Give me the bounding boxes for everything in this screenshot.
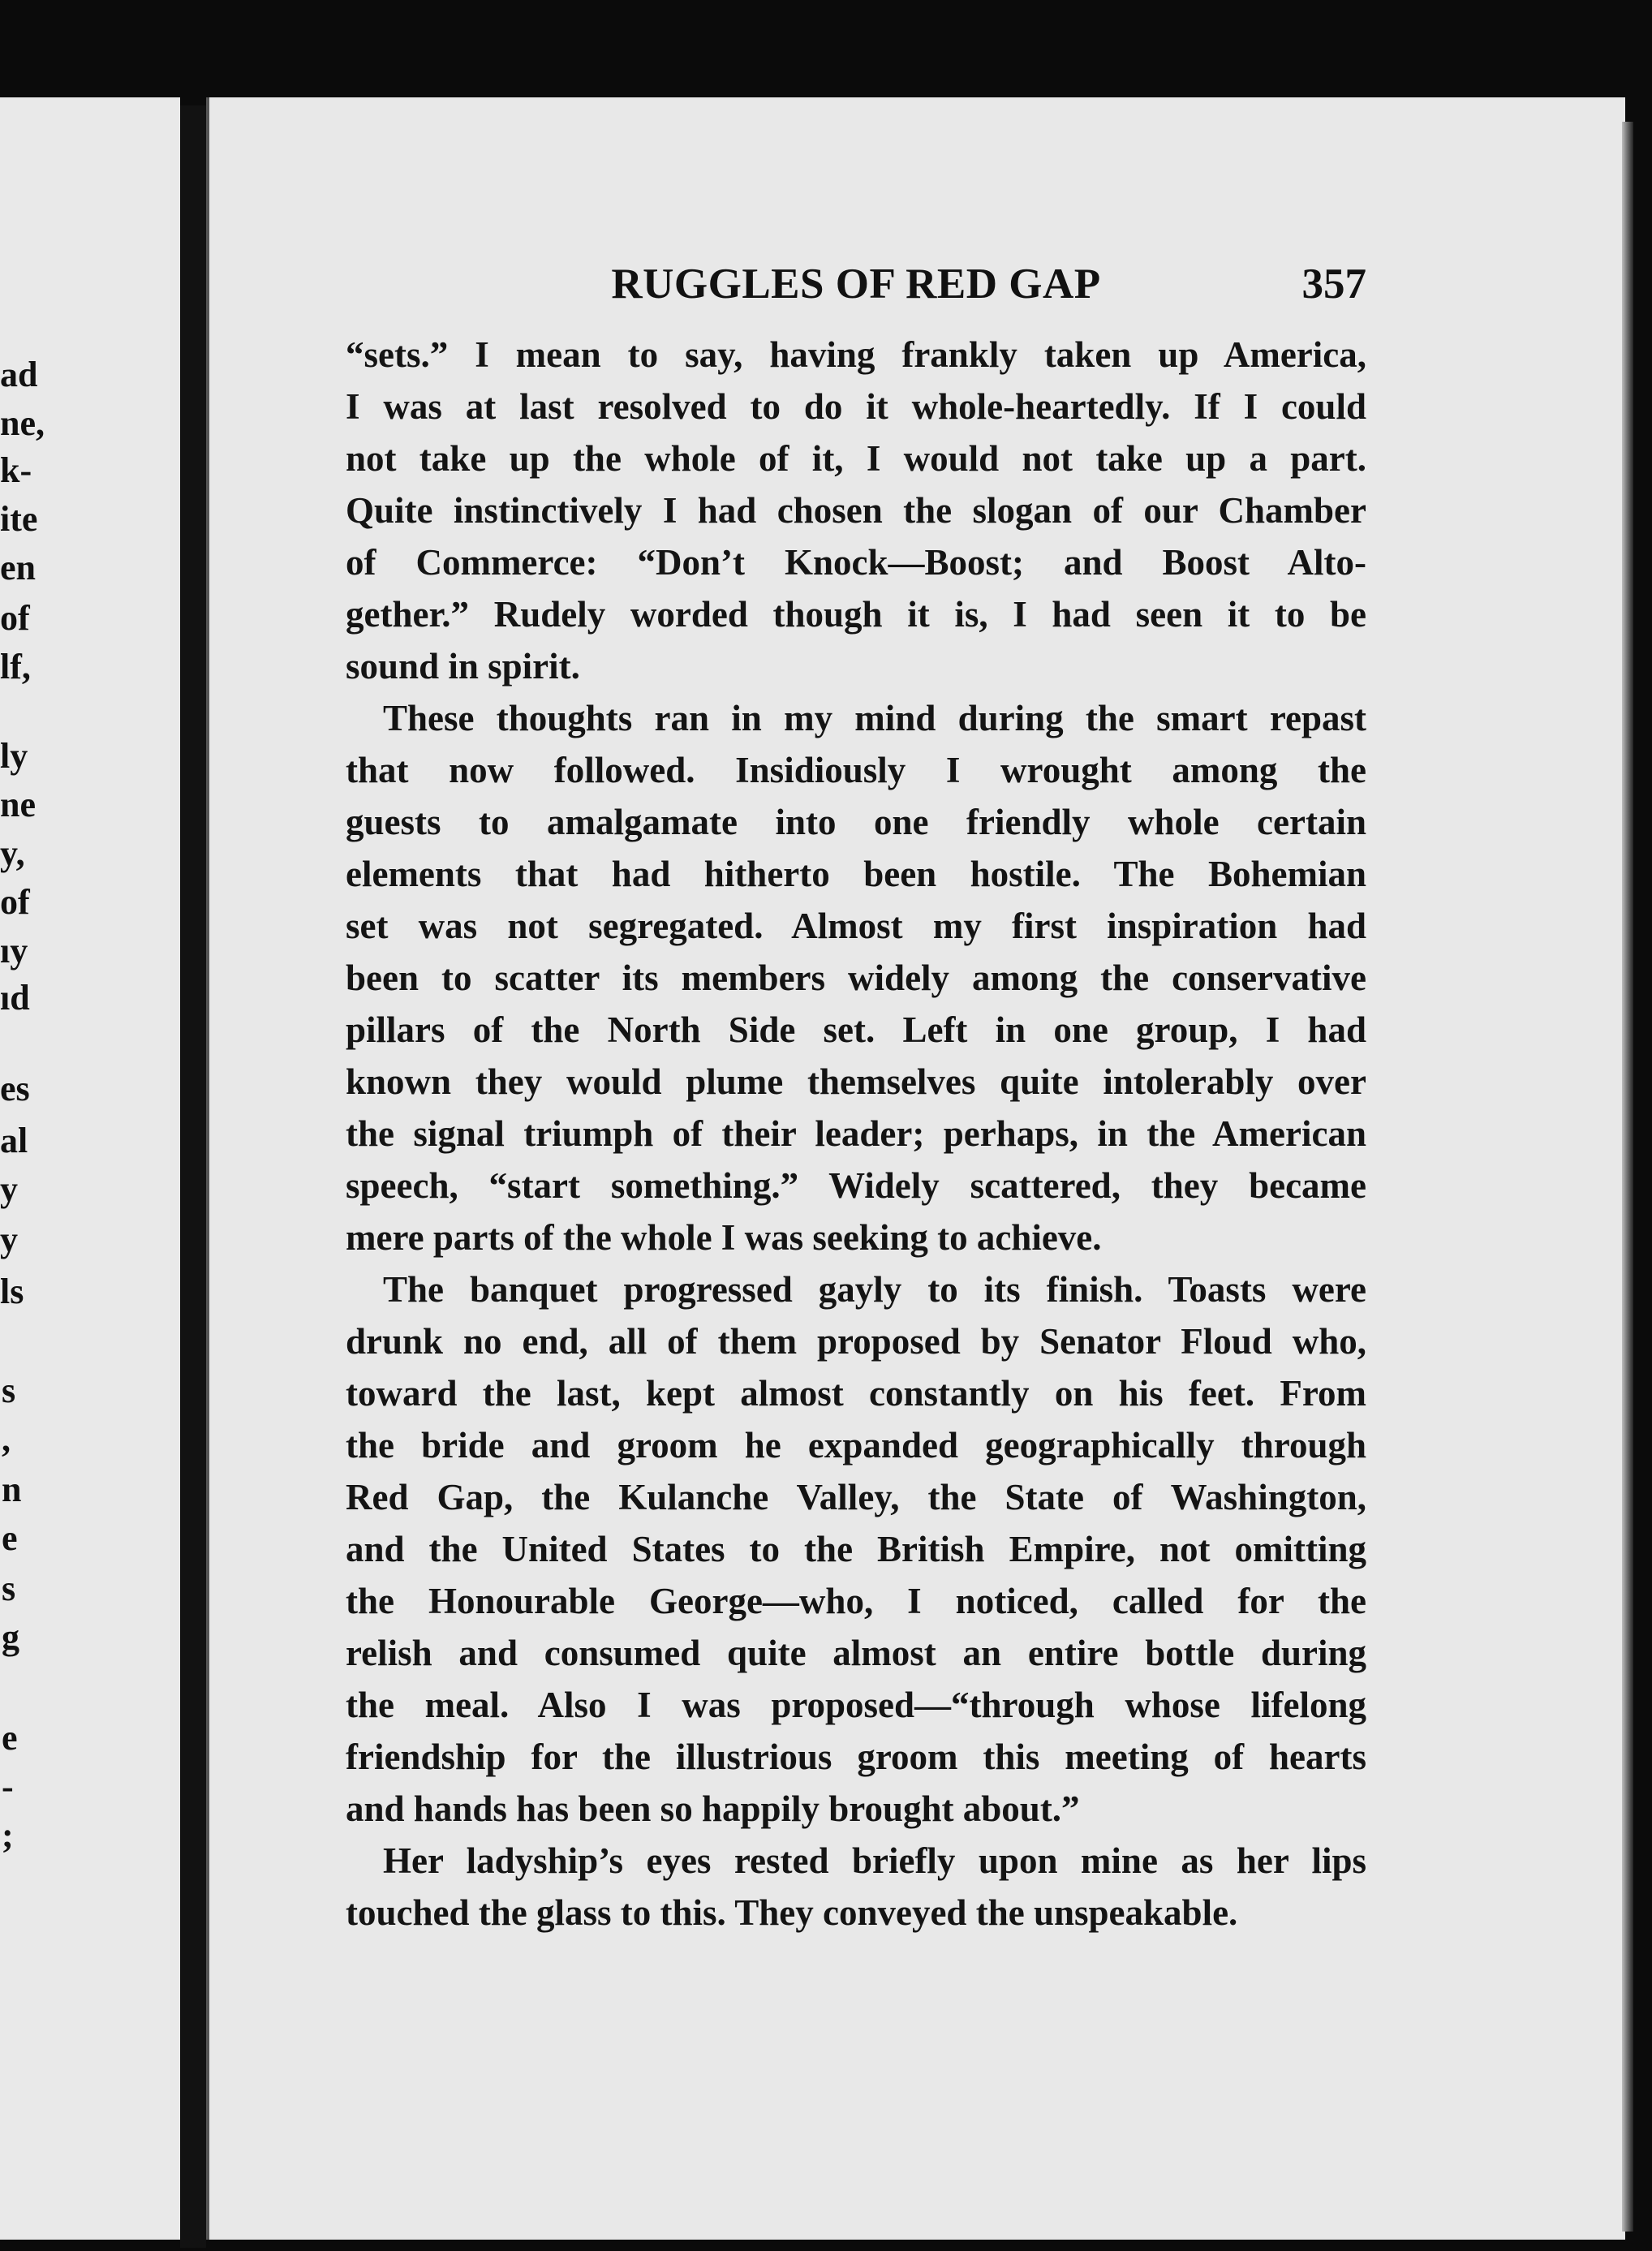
text-line: set was not segregated. Almost my first inspiration had [346,906,1366,946]
text-line: the Honourable George—who, I noticed, called for the [346,1581,1366,1621]
facing-page-fragment: of [0,598,30,638]
page-header [346,260,1366,316]
text-line: guests to amalgamate into one friendly whole certain [346,802,1366,842]
facing-page-fragment: ıd [0,978,30,1018]
facing-page-fragment: e [2,1518,18,1558]
facing-page-fragment: e [2,1718,18,1758]
text-line: the signal triumph of their leader; perhaps, in the American [346,1113,1366,1154]
text-line: These thoughts ran in my mind during the smart repast [383,698,1366,738]
facing-page-fragment: ne, [0,403,45,443]
facing-page-fragment: ne [0,785,36,824]
facing-page-fragment: en [0,548,36,587]
facing-page-fragment: - [2,1767,14,1806]
facing-page-fragment: g [2,1617,19,1657]
facing-page-fragment: k- [0,450,32,490]
facing-page-fragment: ; [2,1815,14,1855]
facing-page-left [0,97,180,2240]
text-line: speech, “start something.” Widely scattered, they became [346,1165,1366,1206]
paragraph [346,1263,1366,1835]
text-line: Red Gap, the Kulanche Valley, the State of Washington, [346,1477,1366,1517]
facing-page-fragment: ls [0,1272,24,1311]
facing-page-fragment: of [0,882,30,922]
page-number: 357 [1301,260,1366,308]
facing-page-fragment: ly [0,736,28,776]
text-line: drunk no end, all of them proposed by Senator Floud who, [346,1321,1366,1362]
text-line: The banquet progressed gayly to its finish. Toasts were [383,1269,1366,1310]
facing-page-fragment: al [0,1121,28,1160]
facing-page-fragment: y, [0,833,25,873]
facing-page-fragment: ıy [0,931,28,971]
text-line: friendship for the illustrious groom this meeting of hearts [346,1737,1366,1777]
text-line: and hands has been so happily brought about.” [346,1788,1080,1829]
text-line: pillars of the North Side set. Left in one group, I had [346,1009,1366,1050]
text-line: sound in spirit. [346,646,580,686]
facing-page-fragment: es [0,1069,30,1108]
paragraph [346,1835,1366,1939]
paragraph [346,329,1366,692]
text-line: known they would plume themselves quite intolerably over [346,1061,1366,1102]
facing-page-fragment: y [0,1169,18,1209]
text-line: of Commerce: “Don’t Knock—Boost; and Boost Alto- [346,542,1366,583]
page-edge-right [1622,122,1633,2232]
text-line: and the United States to the British Empire, not omitting [346,1529,1366,1569]
facing-page-fragment: ite [0,499,38,539]
text-line: that now followed. Insidiously I wrought among the [346,750,1366,790]
facing-page-fragment: , [2,1419,11,1459]
text-line: Quite instinctively I had chosen the slogan of our Chamber [346,490,1366,531]
text-line: toward the last, kept almost constantly on his feet. From [346,1373,1366,1414]
text-line: the bride and groom he expanded geographically through [346,1425,1366,1466]
text-line: gether.” Rudely worded though it is, I had seen it to be [346,594,1366,635]
text-line: not take up the whole of it, I would not take up a part. [346,438,1366,479]
text-line: I was at last resolved to do it whole-heartedly. If I could [346,386,1366,427]
text-line: been to scatter its members widely among the conservative [346,958,1366,998]
facing-page-fragment: n [2,1470,22,1509]
text-line: the meal. Also I was proposed—“through whose lifelong [346,1685,1366,1725]
text-line: “sets.” I mean to say, having frankly taken up America, [346,334,1366,375]
text-line: mere parts of the whole I was seeking to achieve. [346,1217,1102,1258]
book-page [206,97,1625,2240]
body-text [346,329,1366,1939]
paragraph [346,692,1366,1263]
text-line: Her ladyship’s eyes rested briefly upon mine as her lips [383,1840,1366,1881]
text-line: relish and consumed quite almost an entire bottle during [346,1633,1366,1673]
facing-page-fragment: s [2,1371,16,1410]
facing-page-fragment: y [0,1220,18,1259]
facing-page-fragment: s [2,1569,16,1608]
text-line: touched the glass to this. They conveyed the unspeakable. [346,1892,1238,1933]
book-gutter [180,105,206,2248]
facing-page-text-fragments [0,97,180,2240]
running-head: RUGGLES OF RED GAP [611,260,1101,308]
facing-page-fragment: ad [0,355,38,394]
facing-page-fragment: lf, [0,647,31,686]
text-line: elements that had hitherto been hostile. The Bohemian [346,854,1366,894]
